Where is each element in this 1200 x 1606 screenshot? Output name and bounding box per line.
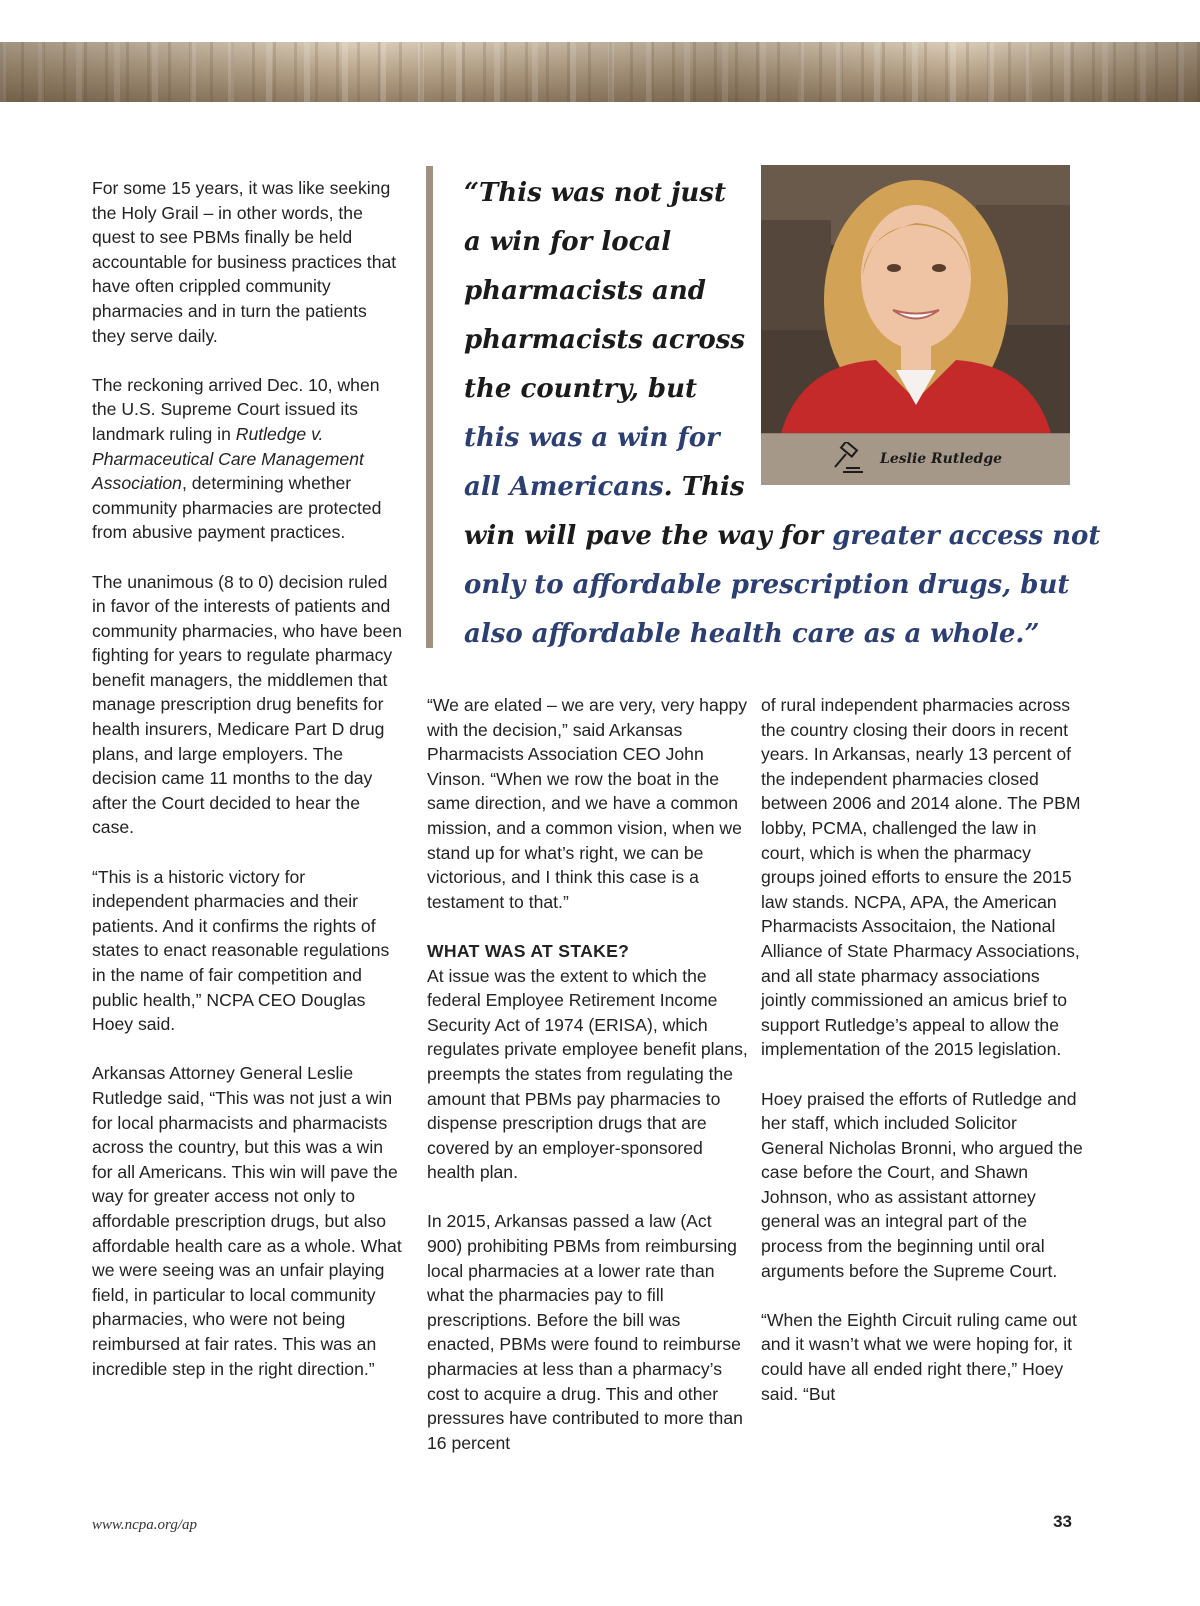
pull-quote-line-4: pharmacists across (464, 325, 746, 355)
gavel-icon (831, 442, 867, 476)
col1-paragraph-2-start: The reckoning arrived Dec. 10, when the U.S. Supreme Court issued its landmark ruling in (92, 374, 380, 444)
col1-paragraph-5: Arkansas Attorney General Leslie Rutledge said, “This was not just a win for local pharmacists and pharmacists across the country, but this was a win for all Americans. This win will pave the way for greater access not only to affordable prescription drugs, but also affordable health care as a whole. What we were seeing was an unfair playing field, in particular to local community pharmacies, who were not being reimbursed at fair rates. This was an incredible step in the right direction.” (92, 1063, 402, 1379)
article-column-3 (761, 693, 1083, 1406)
col1-paragraph-1: For some 15 years, it was like seeking the Holy Grail – in other words, the quest to see PBMs finally be held accountable for business practices that have often crippled community pharmacies and in turn the patients they serve daily. (92, 178, 397, 346)
col2-paragraph-3: In 2015, Arkansas passed a law (Act 900) prohibiting PBMs from reimbursing local pharmacies at a lower rate than what the pharmacies pay to fill prescriptions. Before the bill was enacted, PBMs were found to reimburse pharmacies at less than a pharmacy’s cost to acquire a drug. This and other pressures have contributed to more than 16 percent (427, 1211, 743, 1453)
pull-quote-line-8 (464, 521, 1100, 551)
col3-paragraph-3: “When the Eighth Circuit ruling came out and it wasn’t what we were hoping for, it could have all ended right there,” Hoey said. “But (761, 1309, 1077, 1404)
pull-quote-highlight-americans: all Americans (464, 472, 664, 502)
pull-quote-line-2: a win for local (464, 227, 672, 257)
pull-quote-line-8-dark: win will pave the way for (464, 521, 833, 551)
pull-quote-line-7 (464, 472, 745, 502)
pull-quote-line-9: only to affordable prescription drugs, but (464, 570, 1070, 600)
col1-paragraph-3: The unanimous (8 to 0) decision ruled in favor of the interests of patients and community pharmacies, who have been fighting for years to regulate pharmacy benefit managers, the middlemen that manage prescription drug benefits for health insurers, Medicare Part D drug plans, and large employers. The decision came 11 months to the day after the Court decided to hear the case. (92, 571, 403, 838)
banner-shade (0, 42, 1200, 102)
col1-paragraph-4: “This is a historic victory for independent pharmacies and their patients. And it confirms the rights of states to enact reasonable regulations in the name of fair competition and public health,” NCPA CEO Douglas Hoey said. (92, 866, 390, 1035)
pull-quote-line-10: also affordable health care as a whole.” (464, 619, 1040, 649)
pull-quote-line-1: “This was not just (464, 178, 726, 208)
footer-url: www.ncpa.org/ap (92, 1517, 198, 1533)
col2-paragraph-2: At issue was the extent to which the federal Employee Retirement Income Security Act of 1974 (ERISA), which regulates private employee benefit plans, preempts the states from regulating the amount that PBMs pay pharmacies to dispense prescription drugs that are covered by an employer-sponsored health plan. (427, 965, 748, 1183)
header-banner-image (0, 42, 1200, 102)
portrait-illustration (761, 165, 1070, 433)
col2-paragraph-1: “We are elated – we are very, very happy with the decision,” said Arkansas Pharmacists Association CEO John Vinson. “When we row the boat in the same direction, and we have a common mission, and a common vision, when we stand up for what’s right, we can be victorious, and I think this case is a testament to that.” (427, 695, 748, 912)
case-name: Rutledge v. Pharmaceutical Care Management Association (92, 423, 364, 494)
page-number: 33 (1053, 1512, 1072, 1531)
pull-quote-line-3: pharmacists and (464, 276, 706, 306)
col3-paragraph-1: of rural independent pharmacies across the country closing their doors in recent years. In Arkansas, nearly 13 percent of the independent pharmacies closed between 2006 and 2014 alone. The PBM lobby, PCMA, challenged the law in court, which is when the pharmacy groups joined efforts to ensure the 2015 law stands. NCPA, APA, the American Pharmacists Associtaion, the National Alliance of State Pharmacy Associations, and all state pharmacy associations jointly commissioned an amicus brief to support Rutledge’s appeal to allow the implementation of the 2015 legislation. (761, 695, 1081, 1060)
portrait-photo (761, 165, 1070, 433)
article-column-1 (92, 176, 404, 1381)
col1-paragraph-2-end: , determining whether community pharmacies are protected from abusive payment practices. (92, 473, 382, 543)
col2-section (427, 939, 749, 1185)
pull-quote-line-5: the country, but (464, 374, 698, 404)
photo-caption: Leslie Rutledge (880, 451, 1003, 467)
col3-paragraph-2: Hoey praised the efforts of Rutledge and her staff, which included Solicitor General Nicholas Bronni, who argued the case before the Court, and Shawn Johnson, who as assistant attorney general was an integral part of the process from the beginning until oral arguments before the Supreme Court. (761, 1088, 1083, 1281)
article-column-2 (427, 693, 749, 1455)
section-subhead: WHAT WAS AT STAKE? (427, 940, 630, 961)
pull-quote-line-8-blue: greater access not (832, 521, 1101, 551)
pull-quote-line-7-rest: . This (663, 472, 745, 502)
col1-paragraph-2 (92, 373, 404, 545)
photo-caption-bar (761, 433, 1070, 485)
pull-quote-line-6: this was a win for (464, 423, 720, 453)
